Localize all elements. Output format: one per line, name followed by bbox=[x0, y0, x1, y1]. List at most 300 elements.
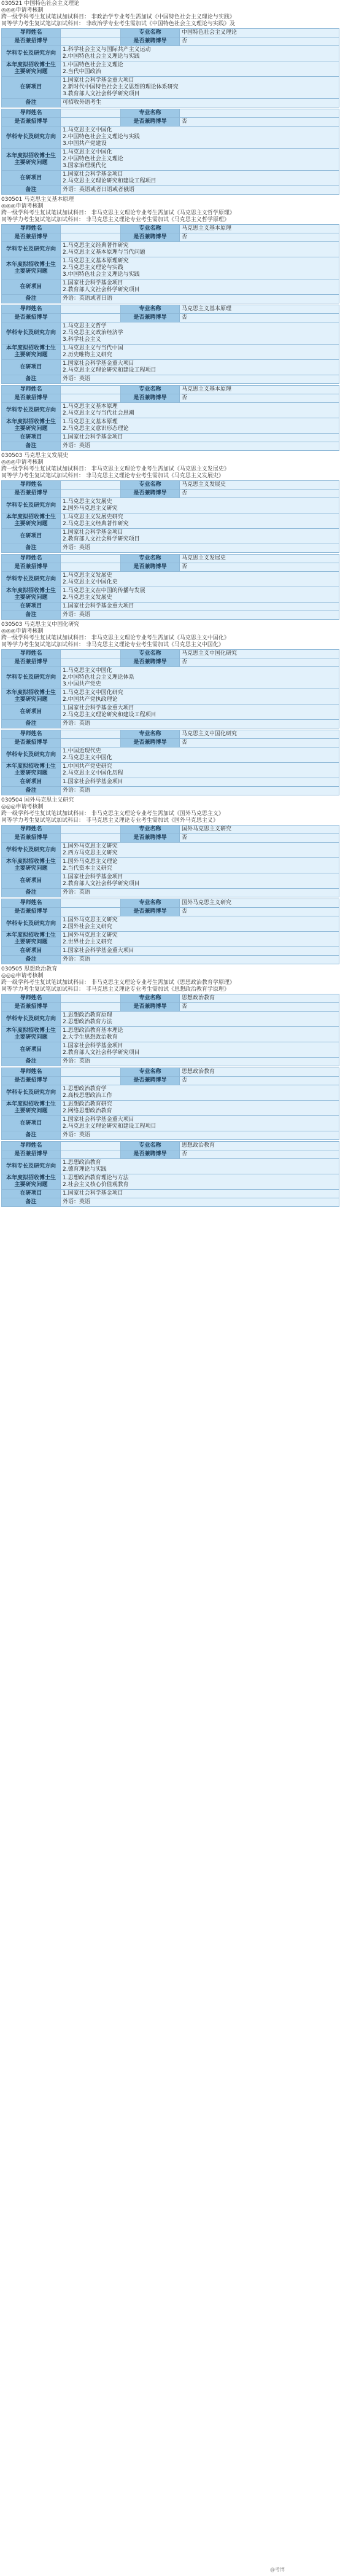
project-label: 在研项目 bbox=[2, 1190, 61, 1198]
tutor-label: 导师姓名 bbox=[2, 109, 61, 118]
elective-label: 本年度拟招收博士生主要研究问题 bbox=[2, 345, 61, 360]
research-label: 学科专长及研究方向 bbox=[2, 403, 61, 418]
research-value bbox=[61, 322, 339, 345]
remark-value: 外语：英语 bbox=[61, 544, 339, 553]
hire-label: 是否兼聘博导 bbox=[121, 563, 180, 572]
elective-label: 本年度拟招收博士生主要研究问题 bbox=[2, 1101, 61, 1116]
recruit-value bbox=[61, 490, 121, 498]
research-value-line: 2.中国特色社会主义理论与实践 bbox=[63, 134, 140, 140]
hire-value: 否 bbox=[180, 1150, 339, 1159]
project-row bbox=[2, 529, 339, 544]
project-row bbox=[2, 1116, 339, 1131]
section-header-line: 跨一级学科考生复试笔试加试科目： 非政治学专业考生需加试《中国特色社会主义理论与实践》 bbox=[1, 14, 235, 20]
section-header-line: 同等学力考生复试笔试加试科目： 非政治学专业考生需加试《中国特色社会主义理论与实践》及 bbox=[1, 21, 235, 27]
remark-row bbox=[2, 956, 339, 964]
research-value-line: 1.思想政治教育 bbox=[63, 1160, 101, 1166]
project-row bbox=[2, 171, 339, 186]
major-label: 专业名称 bbox=[121, 386, 180, 394]
research-label: 学科专长及研究方向 bbox=[2, 322, 61, 345]
recruit-label: 是否兼招博导 bbox=[2, 1003, 61, 1012]
remark-value: 外语：英语或者日语 bbox=[61, 295, 339, 303]
recruit-row bbox=[2, 490, 339, 498]
tutor-name bbox=[61, 994, 121, 1003]
tutor-table bbox=[1, 994, 339, 1066]
recruit-label: 是否兼招博导 bbox=[2, 490, 61, 498]
project-value-line: 1.国家社会科学基金项目 bbox=[63, 1043, 123, 1049]
elective-value-line: 1.马克思主义发展史研究 bbox=[63, 514, 123, 520]
elective-row bbox=[2, 513, 339, 529]
research-value-line: 2.西方马克思主义研究 bbox=[63, 850, 118, 856]
remark-label: 备注 bbox=[2, 1131, 61, 1140]
project-value-line: 2.教育部人文社会科学研究项目 bbox=[63, 1050, 140, 1056]
remark-label: 备注 bbox=[2, 1198, 61, 1207]
hire-label: 是否兼聘博导 bbox=[121, 1150, 180, 1159]
hire-label: 是否兼聘博导 bbox=[121, 1003, 180, 1012]
elective-row bbox=[2, 345, 339, 360]
remark-label: 备注 bbox=[2, 99, 61, 107]
project-value-line: 1.国家社会科学基金重大项目 bbox=[63, 948, 134, 954]
project-label: 在研项目 bbox=[2, 603, 61, 611]
tutor-label: 导师姓名 bbox=[2, 994, 61, 1003]
elective-value bbox=[61, 257, 339, 279]
recruit-row bbox=[2, 118, 339, 127]
tutor-name bbox=[61, 29, 121, 37]
remark-label: 备注 bbox=[2, 889, 61, 897]
section-header bbox=[0, 0, 340, 28]
remark-value: 外语：英语 bbox=[61, 1131, 339, 1140]
project-value-line: 1.国家社会科学基金重大项目 bbox=[63, 77, 134, 84]
research-value bbox=[61, 1012, 339, 1027]
research-value-line: 2.思想政治教育方法 bbox=[63, 1019, 112, 1025]
research-value-line: 3.中国共产党建设 bbox=[63, 141, 107, 147]
remark-label: 备注 bbox=[2, 720, 61, 728]
recruit-row bbox=[2, 834, 339, 843]
remark-row bbox=[2, 186, 339, 195]
tutor-name-row bbox=[2, 825, 339, 834]
research-value bbox=[61, 403, 339, 418]
research-value-line: 1.国外马克思主义研究 bbox=[63, 917, 118, 923]
research-value-line: 2.德育理论与实践 bbox=[63, 1166, 107, 1173]
tutor-name-row bbox=[2, 386, 339, 394]
section-header-line: ◎◎◎申请考核制 bbox=[1, 203, 44, 209]
tutor-name bbox=[61, 225, 121, 233]
tutor-name-row bbox=[2, 29, 339, 37]
remark-value: 外语：英语 bbox=[61, 889, 339, 897]
project-value bbox=[61, 279, 339, 295]
remark-row bbox=[2, 375, 339, 384]
section-header-line: 同等学力考生复试笔试加试科目： 非马克思主义理论专业考生需加试《马克思主义发展史》 bbox=[1, 473, 224, 479]
tutor-name bbox=[61, 481, 121, 490]
elective-value-line: 1.国外马克思主义理论 bbox=[63, 859, 118, 865]
elective-label: 本年度拟招收博士生主要研究问题 bbox=[2, 61, 61, 77]
major-name: 马克思主义基本原理 bbox=[180, 386, 339, 394]
tutor-name bbox=[61, 109, 121, 118]
project-value-line: 1.国家社会科学基金项目 bbox=[63, 529, 123, 536]
tutor-label: 导师姓名 bbox=[2, 650, 61, 658]
section-header-line: 030501 马克思主义基本原理 bbox=[1, 197, 74, 203]
recruit-label: 是否兼招博导 bbox=[2, 1150, 61, 1159]
research-value-line: 2.马克思主义基本原理与当代问题 bbox=[63, 249, 145, 256]
section-header-line: 030521 中国特色社会主义理论 bbox=[1, 1, 80, 7]
research-value-line: 2.马克思主义与当代社会思潮 bbox=[63, 410, 134, 416]
tutor-name bbox=[61, 730, 121, 739]
major-label: 专业名称 bbox=[121, 225, 180, 233]
remark-value: 外语：英语 bbox=[61, 720, 339, 728]
hire-value: 否 bbox=[180, 314, 339, 322]
elective-value-line: 2.大学生思想政治教育 bbox=[63, 1034, 118, 1040]
elective-row bbox=[2, 418, 339, 434]
tutor-label: 导师姓名 bbox=[2, 386, 61, 394]
elective-label: 本年度拟招收博士生主要研究问题 bbox=[2, 858, 61, 873]
research-value bbox=[61, 747, 339, 763]
project-value-line: 2.新时代中国特色社会主义思想的理论体系研究 bbox=[63, 84, 179, 90]
remark-label: 备注 bbox=[2, 442, 61, 451]
project-value bbox=[61, 77, 339, 99]
major-name: 马克思主义基本原理 bbox=[180, 305, 339, 314]
major-name: 国外马克思主义研究 bbox=[180, 899, 339, 908]
hire-value: 否 bbox=[180, 490, 339, 498]
section-header-line: 跨一级学科考生复试笔试加试科目： 非马克思主义理论专业考生需加试《国外马克思主义》 bbox=[1, 811, 224, 817]
elective-value-line: 1.马克思主义与当代中国 bbox=[63, 345, 123, 351]
major-name: 思想政治教育 bbox=[180, 1068, 339, 1077]
elective-value-line: 2.历史唯物主义研究 bbox=[63, 352, 112, 358]
recruit-value bbox=[61, 908, 121, 916]
project-label: 在研项目 bbox=[2, 873, 61, 889]
research-row bbox=[2, 1012, 339, 1027]
research-value bbox=[61, 1159, 339, 1174]
project-value-line: 3.教育部人文社会科学研究项目 bbox=[63, 91, 140, 97]
recruit-label: 是否兼招博导 bbox=[2, 37, 61, 46]
tutor-name-row bbox=[2, 994, 339, 1003]
tutor-name bbox=[61, 1142, 121, 1150]
section-header-line: 跨一级学科考生复试笔试加试科目： 非马克思主义理论专业考生需加试《思想政治教育学原理》 bbox=[1, 980, 235, 986]
remark-row bbox=[2, 889, 339, 897]
research-label: 学科专长及研究方向 bbox=[2, 46, 61, 61]
elective-value-line: 2.当代中国政治 bbox=[63, 69, 101, 75]
hire-label: 是否兼聘博导 bbox=[121, 908, 180, 916]
research-label: 学科专长及研究方向 bbox=[2, 498, 61, 513]
hire-value: 否 bbox=[180, 908, 339, 916]
recruit-value bbox=[61, 1077, 121, 1085]
section bbox=[0, 797, 340, 964]
recruit-row bbox=[2, 739, 339, 747]
section-header bbox=[0, 966, 340, 994]
tutor-table bbox=[1, 899, 339, 964]
project-value-line: 1.国家社会科学基金项目 bbox=[63, 171, 123, 178]
tutor-table bbox=[1, 1141, 339, 1207]
recruit-value bbox=[61, 834, 121, 843]
recruit-value bbox=[61, 394, 121, 403]
elective-value-line: 1.中国共产党史研究 bbox=[63, 763, 112, 770]
research-value-line: 2.中国特色社会主义理论与实践 bbox=[63, 53, 140, 60]
elective-row bbox=[2, 1027, 339, 1042]
document bbox=[0, 0, 340, 1207]
project-row bbox=[2, 778, 339, 787]
elective-label: 本年度拟招收博士生主要研究问题 bbox=[2, 257, 61, 279]
research-label: 学科专长及研究方向 bbox=[2, 916, 61, 932]
recruit-value bbox=[61, 1003, 121, 1012]
remark-value: 外语：英语 bbox=[61, 375, 339, 384]
section-header-line: 同等学力考生复试笔试加试科目： 非马克思主义理论专业考生需加试《国外马克思主义》 bbox=[1, 818, 218, 824]
recruit-label: 是否兼招博导 bbox=[2, 908, 61, 916]
project-value-line: 1.国家社会科学基金项目 bbox=[63, 779, 123, 785]
project-value-line: 1.国家社会科学基金项目 bbox=[63, 434, 123, 440]
elective-value-line: 1.马克思主义基本原理 bbox=[63, 419, 118, 425]
remark-row bbox=[2, 1058, 339, 1066]
elective-label: 本年度拟招收博士生主要研究问题 bbox=[2, 149, 61, 171]
research-label: 学科专长及研究方向 bbox=[2, 242, 61, 257]
research-row bbox=[2, 403, 339, 418]
remark-value: 外语：英语 bbox=[61, 442, 339, 451]
tutor-table bbox=[1, 224, 339, 303]
project-value-line: 2.马克思主义理论研究和建设工程项目 bbox=[63, 1123, 156, 1130]
remark-row bbox=[2, 720, 339, 728]
tutor-table bbox=[1, 649, 339, 728]
major-label: 专业名称 bbox=[121, 1068, 180, 1077]
major-label: 专业名称 bbox=[121, 730, 180, 739]
project-label: 在研项目 bbox=[2, 171, 61, 186]
research-value bbox=[61, 667, 339, 689]
recruit-label: 是否兼招博导 bbox=[2, 118, 61, 127]
project-value bbox=[61, 1116, 339, 1131]
project-label: 在研项目 bbox=[2, 704, 61, 720]
project-label: 在研项目 bbox=[2, 529, 61, 544]
recruit-row bbox=[2, 233, 339, 242]
tutor-label: 导师姓名 bbox=[2, 555, 61, 563]
project-row bbox=[2, 873, 339, 889]
hire-label: 是否兼聘博导 bbox=[121, 394, 180, 403]
recruit-label: 是否兼招博导 bbox=[2, 394, 61, 403]
project-row bbox=[2, 1042, 339, 1058]
hire-label: 是否兼聘博导 bbox=[121, 118, 180, 127]
elective-value-line: 2.社会主义核心价值观教育 bbox=[63, 1182, 129, 1188]
research-value-line: 2.马克思主义政治经济学 bbox=[63, 330, 123, 336]
elective-row bbox=[2, 689, 339, 704]
remark-row bbox=[2, 295, 339, 303]
project-value bbox=[61, 360, 339, 375]
remark-row bbox=[2, 442, 339, 451]
project-value-line: 2.教育部人文社会科学研究项目 bbox=[63, 536, 140, 542]
hire-value: 否 bbox=[180, 1077, 339, 1085]
major-name: 思想政治教育 bbox=[180, 994, 339, 1003]
research-value-line: 2.马克思主义中国化史 bbox=[63, 579, 118, 585]
project-label: 在研项目 bbox=[2, 279, 61, 295]
section-header bbox=[0, 797, 340, 825]
research-value bbox=[61, 572, 339, 587]
project-value bbox=[61, 529, 339, 544]
project-value bbox=[61, 171, 339, 186]
elective-value-line: 1.思想政治教育基本理论 bbox=[63, 1028, 123, 1034]
remark-row bbox=[2, 1198, 339, 1207]
section-header-line: 030503 马克思主义发展史 bbox=[1, 453, 69, 459]
research-row bbox=[2, 667, 339, 689]
recruit-label: 是否兼招博导 bbox=[2, 1077, 61, 1085]
tutor-name-row bbox=[2, 481, 339, 490]
section bbox=[0, 196, 340, 451]
remark-row bbox=[2, 611, 339, 620]
major-label: 专业名称 bbox=[121, 1142, 180, 1150]
research-value-line: 2.中国特色社会主义理论体系 bbox=[63, 674, 134, 681]
project-value bbox=[61, 873, 339, 889]
elective-value-line: 2.网络思想政治教育 bbox=[63, 1108, 112, 1114]
project-value bbox=[61, 778, 339, 787]
project-row bbox=[2, 434, 339, 442]
elective-row bbox=[2, 858, 339, 873]
recruit-value bbox=[61, 739, 121, 747]
tutor-label: 导师姓名 bbox=[2, 899, 61, 908]
research-label: 学科专长及研究方向 bbox=[2, 127, 61, 149]
project-value-line: 1.国家社会科学基金重大项目 bbox=[63, 361, 134, 367]
tutor-table bbox=[1, 109, 339, 195]
project-value-line: 1.国家社会科学基金项目 bbox=[63, 1190, 123, 1196]
research-value bbox=[61, 127, 339, 149]
remark-label: 备注 bbox=[2, 611, 61, 620]
project-value-line: 2.教育部人文社会科学研究项目 bbox=[63, 287, 140, 293]
elective-value-line: 3.中国特色社会主义理论与实践 bbox=[63, 271, 140, 278]
tutor-table bbox=[1, 554, 339, 620]
hire-value: 否 bbox=[180, 233, 339, 242]
major-name: 国外马克思主义研究 bbox=[180, 825, 339, 834]
remark-value: 外语：英语 bbox=[61, 1058, 339, 1066]
elective-value bbox=[61, 513, 339, 529]
project-value-line: 1.国家社会科学基金项目 bbox=[63, 874, 123, 880]
major-label: 专业名称 bbox=[121, 481, 180, 490]
tutor-table bbox=[1, 1067, 339, 1140]
tutor-label: 导师姓名 bbox=[2, 730, 61, 739]
research-row bbox=[2, 572, 339, 587]
project-row bbox=[2, 1190, 339, 1198]
elective-value-line: 1.国外马克思主义研究 bbox=[63, 932, 118, 939]
major-label: 专业名称 bbox=[121, 899, 180, 908]
recruit-value bbox=[61, 233, 121, 242]
section bbox=[0, 452, 340, 620]
project-value bbox=[61, 1190, 339, 1198]
hire-value: 否 bbox=[180, 563, 339, 572]
research-value-line: 1.马克思主义基本原理 bbox=[63, 404, 118, 410]
recruit-value bbox=[61, 1150, 121, 1159]
elective-value-line: 1.思想政治教育研究 bbox=[63, 1101, 112, 1107]
research-value-line: 1.马克思主义发展史 bbox=[63, 499, 112, 505]
major-label: 专业名称 bbox=[121, 555, 180, 563]
project-value-line: 1.国家社会科学基金项目 bbox=[63, 280, 123, 286]
project-value bbox=[61, 1042, 339, 1058]
section-header-line: ◎◎◎申请考核制 bbox=[1, 628, 44, 634]
major-name: 思想政治教育 bbox=[180, 1142, 339, 1150]
section-header-line: 同等学力考生复试笔试加试科目： 非马克思主义理论专业考生需加试《马克思主义哲学原理》 bbox=[1, 217, 230, 223]
section bbox=[0, 0, 340, 195]
elective-label: 本年度拟招收博士生主要研究问题 bbox=[2, 587, 61, 603]
section-header-line: 同等学力考生复试笔试加试科目： 非马克思主义理论专业考生需加试《思想政治教育学原理》 bbox=[1, 986, 230, 993]
project-label: 在研项目 bbox=[2, 77, 61, 99]
recruit-row bbox=[2, 1150, 339, 1159]
section-header-line: ◎◎◎申请考核制 bbox=[1, 973, 44, 979]
tutor-table bbox=[1, 28, 339, 107]
project-value-line: 2.马克思主义理论研究和建设工程项目 bbox=[63, 178, 156, 184]
section-header bbox=[0, 621, 340, 649]
section-header-line: 跨一级学科考生复试笔试加试科目： 非马克思主义理论专业考生需加试《马克思主义中国化》 bbox=[1, 635, 230, 641]
remark-row bbox=[2, 99, 339, 107]
project-label: 在研项目 bbox=[2, 360, 61, 375]
elective-row bbox=[2, 932, 339, 947]
project-label: 在研项目 bbox=[2, 947, 61, 956]
remark-value: 外语：英语 bbox=[61, 956, 339, 964]
section-header-line: 跨一级学科考生复试笔试加试科目： 非马克思主义理论专业考生需加试《马克思主义哲学原理》 bbox=[1, 210, 235, 216]
research-value bbox=[61, 242, 339, 257]
major-name bbox=[180, 109, 339, 118]
research-value bbox=[61, 916, 339, 932]
remark-label: 备注 bbox=[2, 186, 61, 195]
project-label: 在研项目 bbox=[2, 778, 61, 787]
major-name: 马克思主义发展史 bbox=[180, 555, 339, 563]
elective-row bbox=[2, 257, 339, 279]
tutor-label: 导师姓名 bbox=[2, 305, 61, 314]
research-label: 学科专长及研究方向 bbox=[2, 1085, 61, 1101]
project-row bbox=[2, 603, 339, 611]
research-row bbox=[2, 916, 339, 932]
watermark: @考博 bbox=[270, 2567, 285, 2572]
recruit-value bbox=[61, 314, 121, 322]
hire-label: 是否兼聘博导 bbox=[121, 1077, 180, 1085]
research-row bbox=[2, 498, 339, 513]
section-header-line: 同等学力考生复试笔试加试科目： 非马克思主义理论专业考生需加试《马克思主义中国化》 bbox=[1, 642, 224, 648]
project-label: 在研项目 bbox=[2, 1042, 61, 1058]
recruit-row bbox=[2, 394, 339, 403]
major-name: 马克思主义发展史 bbox=[180, 481, 339, 490]
elective-value-line: 2.马克思主义发展史 bbox=[63, 595, 112, 601]
remark-row bbox=[2, 544, 339, 553]
recruit-value bbox=[61, 658, 121, 667]
remark-value: 外语：英语 bbox=[61, 1198, 339, 1207]
hire-value: 否 bbox=[180, 658, 339, 667]
tutor-name bbox=[61, 825, 121, 834]
research-label: 学科专长及研究方向 bbox=[2, 1012, 61, 1027]
tutor-name-row bbox=[2, 555, 339, 563]
remark-label: 备注 bbox=[2, 956, 61, 964]
research-value-line: 2.国外社会主义研究 bbox=[63, 924, 112, 930]
project-row bbox=[2, 947, 339, 956]
research-value-line: 1.马克思主义哲学 bbox=[63, 323, 107, 329]
tutor-label: 导师姓名 bbox=[2, 225, 61, 233]
elective-value bbox=[61, 763, 339, 778]
elective-value-line: 1.马克思主义在中国的传播与发展 bbox=[63, 588, 145, 594]
research-value-line: 2.高校思想政治工作 bbox=[63, 1093, 112, 1099]
hire-label: 是否兼聘博导 bbox=[121, 37, 180, 46]
elective-value-line: 1.马克思主义中国化 bbox=[63, 149, 112, 155]
tutor-table bbox=[1, 825, 339, 897]
recruit-row bbox=[2, 563, 339, 572]
tutor-name bbox=[61, 899, 121, 908]
major-name: 马克思主义中国化研究 bbox=[180, 650, 339, 658]
research-value-line: 3.中国共产党史 bbox=[63, 681, 101, 687]
research-value-line: 1.中国近现代史 bbox=[63, 748, 101, 754]
elective-value bbox=[61, 858, 339, 873]
major-name: 马克思主义基本原理 bbox=[180, 225, 339, 233]
project-value-line: 2.马克思主义理论研究和建设工程项目 bbox=[63, 367, 156, 373]
tutor-name-row bbox=[2, 1142, 339, 1150]
elective-value bbox=[61, 61, 339, 77]
research-value-line: 1.思想政治教育学 bbox=[63, 1086, 107, 1092]
hire-label: 是否兼聘博导 bbox=[121, 314, 180, 322]
elective-value bbox=[61, 418, 339, 434]
research-value bbox=[61, 1085, 339, 1101]
tutor-name bbox=[61, 305, 121, 314]
hire-label: 是否兼聘博导 bbox=[121, 739, 180, 747]
research-row bbox=[2, 127, 339, 149]
research-value-line: 3.科学社会主义 bbox=[63, 337, 101, 343]
tutor-name bbox=[61, 650, 121, 658]
hire-value: 否 bbox=[180, 37, 339, 46]
elective-value bbox=[61, 1027, 339, 1042]
